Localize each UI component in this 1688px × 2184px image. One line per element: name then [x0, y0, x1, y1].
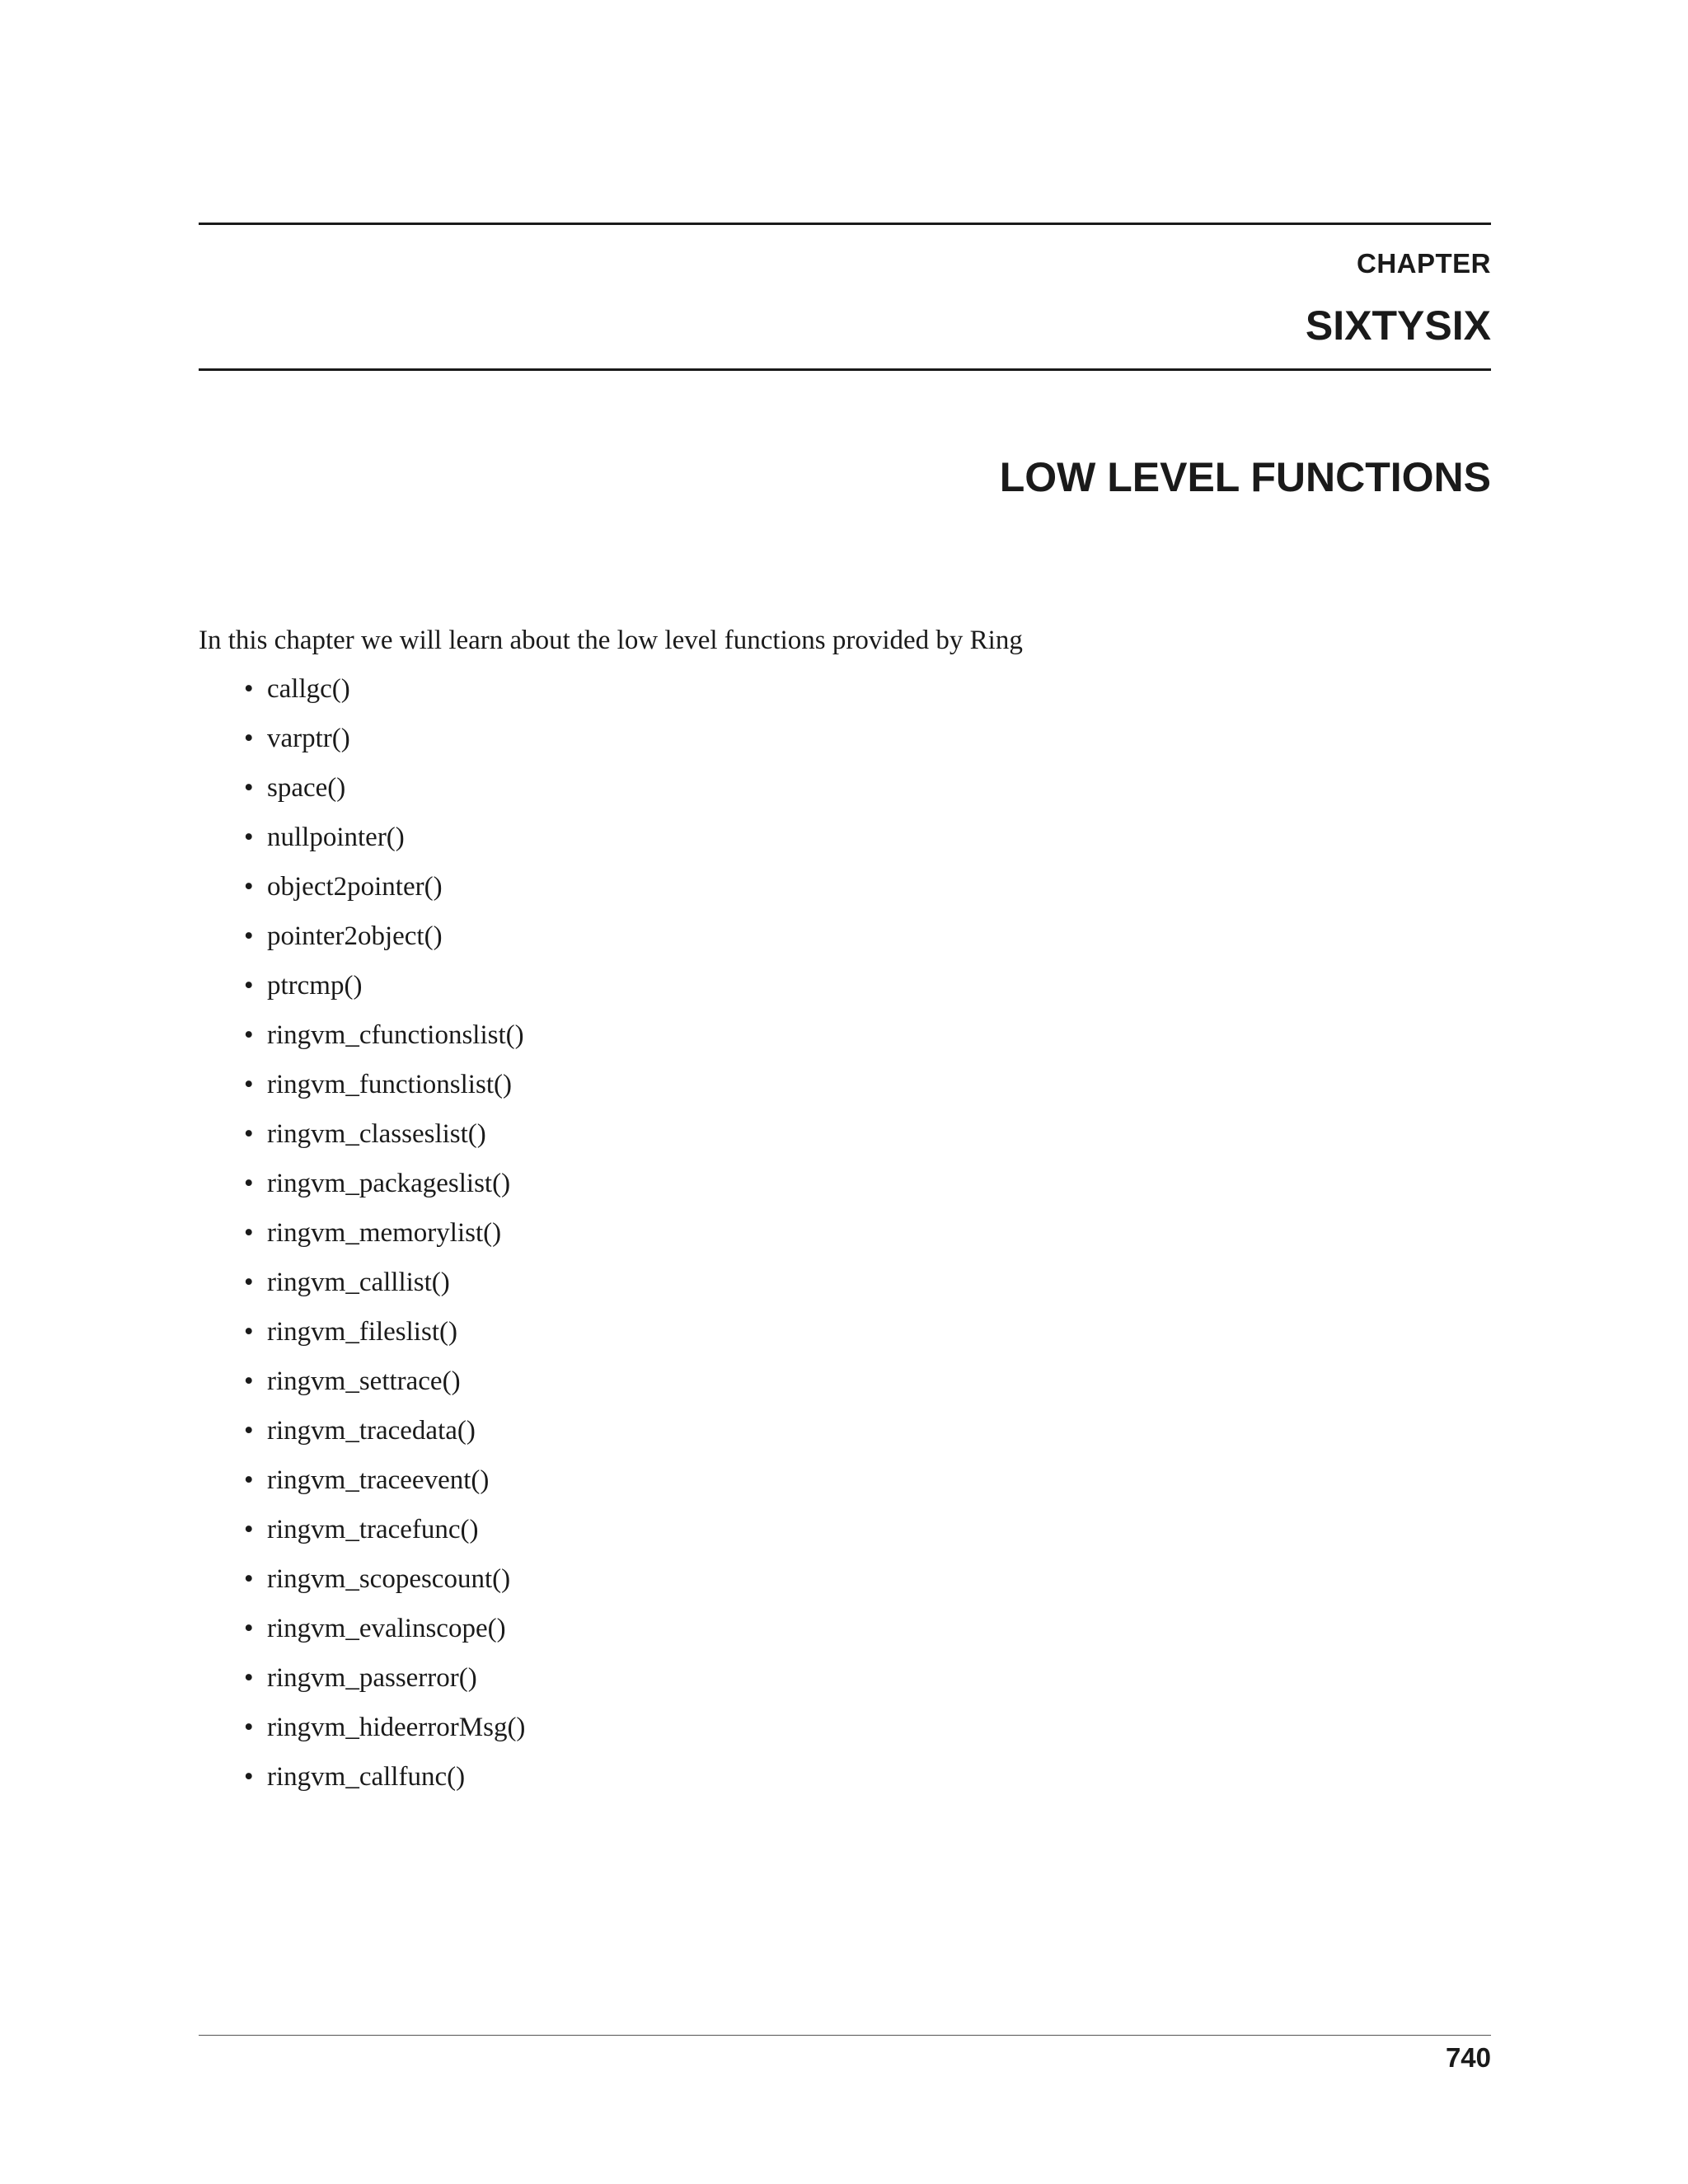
function-name: ringvm_functionslist(): [267, 1070, 512, 1099]
function-name: pointer2object(): [267, 921, 443, 951]
function-name: ringvm_callfunc(): [267, 1762, 466, 1792]
bullet-icon: •: [244, 773, 254, 803]
function-name: ringvm_calllist(): [267, 1268, 450, 1297]
bullet-icon: •: [244, 674, 254, 704]
chapter-top-rule: [199, 223, 1491, 225]
bullet-icon: •: [244, 1762, 254, 1792]
function-name: nullpointer(): [267, 823, 405, 852]
bullet-icon: •: [244, 1218, 254, 1248]
page-number: 740: [1445, 2042, 1491, 2073]
bullet-icon: •: [244, 1268, 254, 1297]
function-name: ringvm_scopescount(): [267, 1564, 511, 1594]
function-name: space(): [267, 773, 346, 803]
function-name: ptrcmp(): [267, 971, 363, 1001]
chapter-title: LOW LEVEL FUNCTIONS: [999, 454, 1491, 500]
bullet-icon: •: [244, 1317, 254, 1347]
function-name: ringvm_classeslist(): [267, 1119, 486, 1149]
intro-paragraph: In this chapter we will learn about the low level functions provided by Ring: [199, 626, 1023, 655]
function-name: callgc(): [267, 674, 350, 704]
function-name: varptr(): [267, 724, 350, 753]
bullet-icon: •: [244, 921, 254, 951]
function-name: ringvm_settrace(): [267, 1366, 461, 1396]
bullet-icon: •: [244, 1564, 254, 1594]
function-name: ringvm_tracefunc(): [267, 1515, 479, 1544]
function-name: ringvm_traceevent(): [267, 1465, 490, 1495]
function-name: ringvm_memorylist(): [267, 1218, 502, 1248]
function-name: ringvm_packageslist(): [267, 1169, 511, 1198]
bullet-icon: •: [244, 1119, 254, 1149]
bullet-icon: •: [244, 1020, 254, 1050]
function-name: ringvm_tracedata(): [267, 1416, 476, 1446]
bullet-icon: •: [244, 1713, 254, 1742]
bullet-icon: •: [244, 1416, 254, 1446]
function-name: ringvm_passerror(): [267, 1663, 477, 1693]
bullet-icon: •: [244, 1070, 254, 1099]
bullet-icon: •: [244, 1169, 254, 1198]
bullet-icon: •: [244, 1515, 254, 1544]
bullet-icon: •: [244, 872, 254, 902]
bullet-icon: •: [244, 971, 254, 1001]
footer-rule: [199, 2035, 1491, 2036]
function-name: ringvm_fileslist(): [267, 1317, 457, 1347]
function-name: ringvm_cfunctionslist(): [267, 1020, 524, 1050]
function-name: ringvm_evalinscope(): [267, 1614, 506, 1643]
chapter-number: SIXTYSIX: [1305, 302, 1491, 349]
function-name: ringvm_hideerrorMsg(): [267, 1713, 526, 1742]
chapter-label: CHAPTER: [1356, 248, 1491, 279]
bullet-icon: •: [244, 823, 254, 852]
bullet-icon: •: [244, 1614, 254, 1643]
bullet-icon: •: [244, 1663, 254, 1693]
bullet-icon: •: [244, 724, 254, 753]
bullet-icon: •: [244, 1366, 254, 1396]
function-name: object2pointer(): [267, 872, 443, 902]
chapter-bottom-rule: [199, 368, 1491, 371]
bullet-icon: •: [244, 1465, 254, 1495]
